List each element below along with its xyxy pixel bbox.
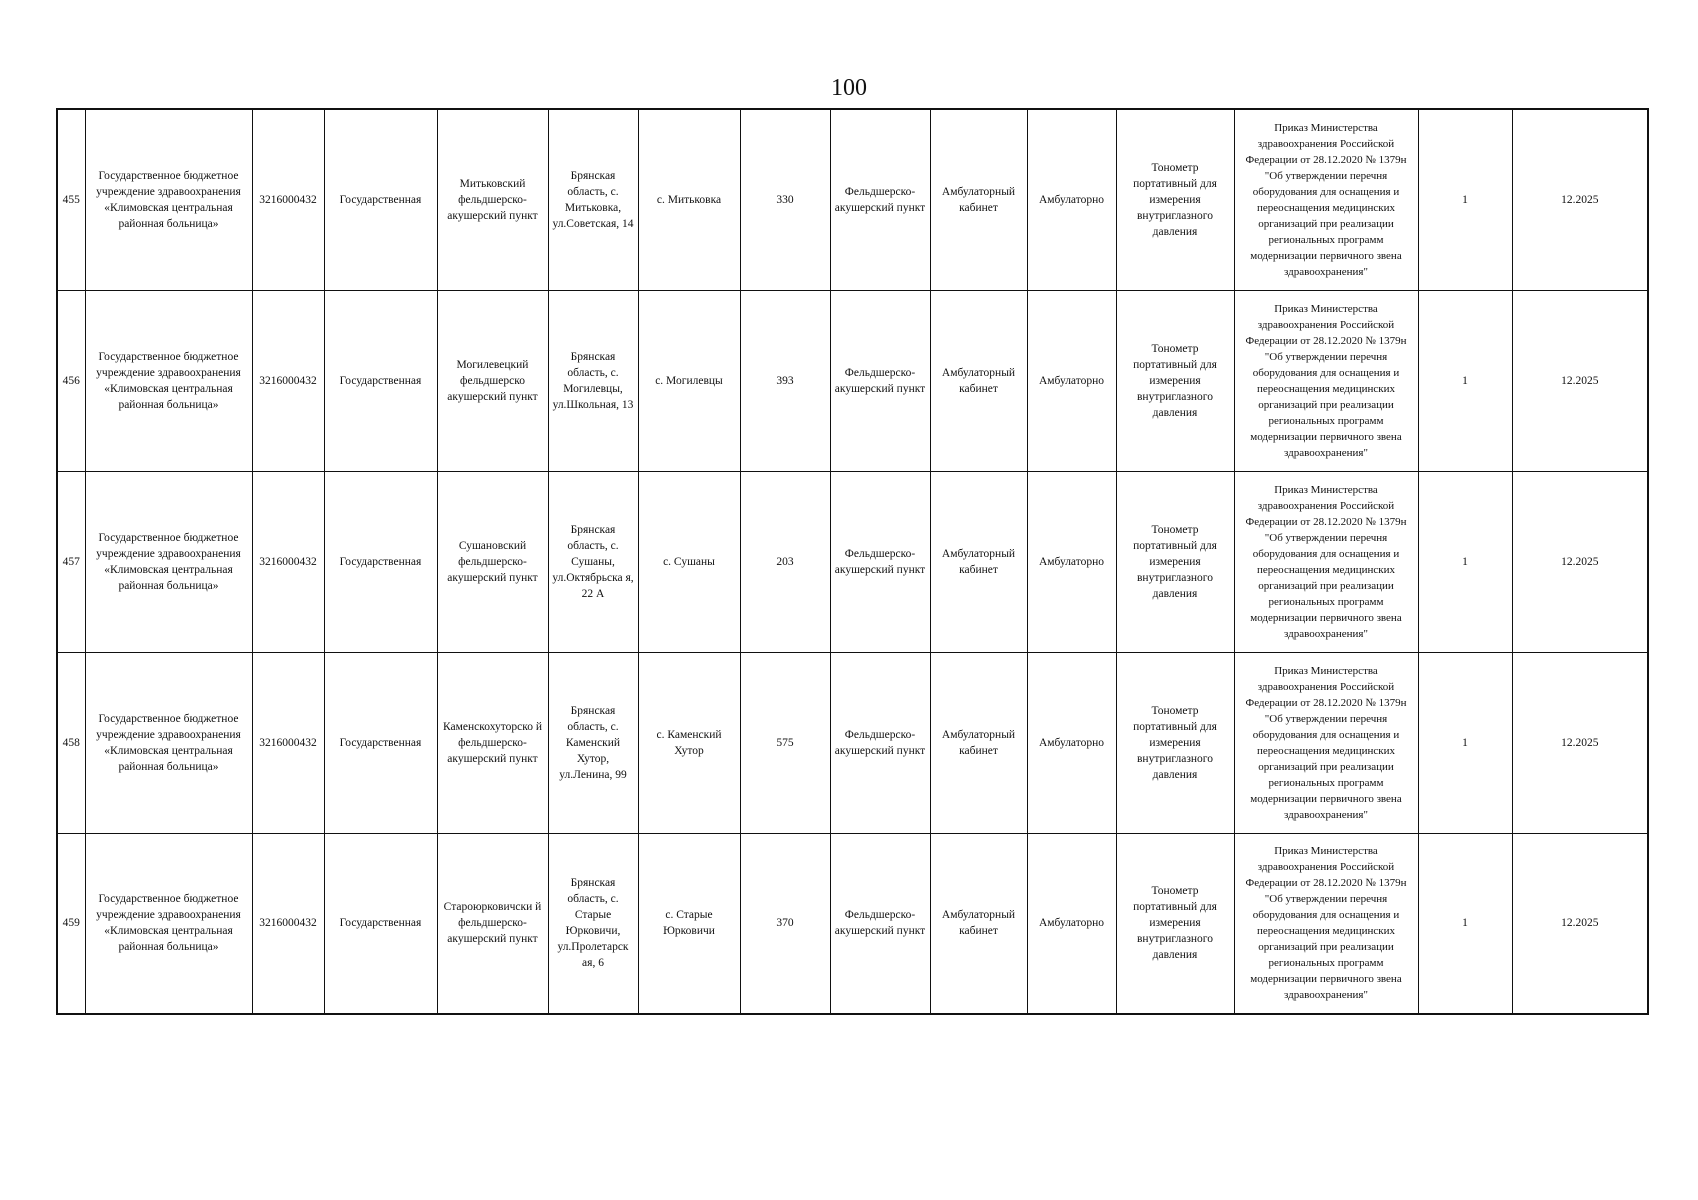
settlement-name: с. Могилевцы: [638, 290, 740, 471]
row-number: 456: [57, 290, 85, 471]
table-row: [57, 290, 1648, 471]
settlement-name: с. Сушаны: [638, 471, 740, 652]
delivery-date: 12.2025: [1512, 833, 1648, 1014]
row-number: 455: [57, 109, 85, 290]
unit-name: Амбулаторный кабинет: [930, 652, 1027, 833]
inn-code: 3216000432: [252, 290, 324, 471]
facility-type: Фельдшерско-акушерский пункт: [830, 471, 930, 652]
equipment-name: Тонометр портативный для измерения внутриглазного давления: [1116, 471, 1234, 652]
facility-type: Фельдшерско-акушерский пункт: [830, 833, 930, 1014]
ownership-form: Государственная: [324, 652, 437, 833]
population-count: 370: [740, 833, 830, 1014]
population-count: 203: [740, 471, 830, 652]
table-row: [57, 471, 1648, 652]
row-number: 459: [57, 833, 85, 1014]
facility-address: Брянская область, с. Каменский Хутор, ул.Ленина, 99: [548, 652, 638, 833]
unit-name: Амбулаторный кабинет: [930, 471, 1027, 652]
inn-code: 3216000432: [252, 833, 324, 1014]
institution-name: Государственное бюджетное учреждение здравоохранения «Климовская центральная районная больница»: [85, 833, 252, 1014]
institution-name: Государственное бюджетное учреждение здравоохранения «Климовская центральная районная больница»: [85, 290, 252, 471]
care-condition: Амбулаторно: [1027, 471, 1116, 652]
inn-code: 3216000432: [252, 109, 324, 290]
equipment-registry-table: [56, 108, 1649, 1015]
regulatory-order: Приказ Министерства здравоохранения Российской Федерации от 28.12.2020 № 1379н "Об утверждении перечня оборудования для оснащения и переоснащения медицинских организаций при реализации региональных программ модернизации первичного звена здравоохранения": [1234, 652, 1418, 833]
table-row: [57, 109, 1648, 290]
page-number: 100: [831, 75, 867, 101]
facility-name: Митьковский фельдшерско-акушерский пункт: [437, 109, 548, 290]
inn-code: 3216000432: [252, 652, 324, 833]
row-number: 457: [57, 471, 85, 652]
settlement-name: с. Митьковка: [638, 109, 740, 290]
care-condition: Амбулаторно: [1027, 652, 1116, 833]
institution-name: Государственное бюджетное учреждение здравоохранения «Климовская центральная районная больница»: [85, 109, 252, 290]
regulatory-order: Приказ Министерства здравоохранения Российской Федерации от 28.12.2020 № 1379н "Об утверждении перечня оборудования для оснащения и переоснащения медицинских организаций при реализации региональных программ модернизации первичного звена здравоохранения": [1234, 833, 1418, 1014]
ownership-form: Государственная: [324, 471, 437, 652]
regulatory-order: Приказ Министерства здравоохранения Российской Федерации от 28.12.2020 № 1379н "Об утверждении перечня оборудования для оснащения и переоснащения медицинских организаций при реализации региональных программ модернизации первичного звена здравоохранения": [1234, 109, 1418, 290]
row-number: 458: [57, 652, 85, 833]
facility-type: Фельдшерско-акушерский пункт: [830, 290, 930, 471]
facility-address: Брянская область, с. Могилевцы, ул.Школьная, 13: [548, 290, 638, 471]
facility-name: Староюрковичски й фельдшерско-акушерский пункт: [437, 833, 548, 1014]
inn-code: 3216000432: [252, 471, 324, 652]
equipment-name: Тонометр портативный для измерения внутриглазного давления: [1116, 290, 1234, 471]
ownership-form: Государственная: [324, 290, 437, 471]
ownership-form: Государственная: [324, 109, 437, 290]
facility-type: Фельдшерско-акушерский пункт: [830, 652, 930, 833]
delivery-date: 12.2025: [1512, 290, 1648, 471]
population-count: 575: [740, 652, 830, 833]
unit-name: Амбулаторный кабинет: [930, 290, 1027, 471]
institution-name: Государственное бюджетное учреждение здравоохранения «Климовская центральная районная больница»: [85, 471, 252, 652]
equipment-quantity: 1: [1418, 471, 1512, 652]
settlement-name: с. Старые Юрковичи: [638, 833, 740, 1014]
institution-name: Государственное бюджетное учреждение здравоохранения «Климовская центральная районная больница»: [85, 652, 252, 833]
regulatory-order: Приказ Министерства здравоохранения Российской Федерации от 28.12.2020 № 1379н "Об утверждении перечня оборудования для оснащения и переоснащения медицинских организаций при реализации региональных программ модернизации первичного звена здравоохранения": [1234, 471, 1418, 652]
unit-name: Амбулаторный кабинет: [930, 833, 1027, 1014]
equipment-name: Тонометр портативный для измерения внутриглазного давления: [1116, 652, 1234, 833]
regulatory-order: Приказ Министерства здравоохранения Российской Федерации от 28.12.2020 № 1379н "Об утверждении перечня оборудования для оснащения и переоснащения медицинских организаций при реализации региональных программ модернизации первичного звена здравоохранения": [1234, 290, 1418, 471]
care-condition: Амбулаторно: [1027, 109, 1116, 290]
facility-address: Брянская область, с. Старые Юрковичи, ул.Пролетарск ая, 6: [548, 833, 638, 1014]
facility-name: Каменскохуторско й фельдшерско-акушерский пункт: [437, 652, 548, 833]
equipment-name: Тонометр портативный для измерения внутриглазного давления: [1116, 109, 1234, 290]
unit-name: Амбулаторный кабинет: [930, 109, 1027, 290]
equipment-quantity: 1: [1418, 833, 1512, 1014]
population-count: 393: [740, 290, 830, 471]
equipment-quantity: 1: [1418, 109, 1512, 290]
equipment-name: Тонометр портативный для измерения внутриглазного давления: [1116, 833, 1234, 1014]
settlement-name: с. Каменский Хутор: [638, 652, 740, 833]
facility-name: Могилевецкий фельдшерско акушерский пункт: [437, 290, 548, 471]
table-row: [57, 652, 1648, 833]
population-count: 330: [740, 109, 830, 290]
delivery-date: 12.2025: [1512, 109, 1648, 290]
facility-address: Брянская область, с. Митьковка, ул.Советская, 14: [548, 109, 638, 290]
table-row: [57, 833, 1648, 1014]
care-condition: Амбулаторно: [1027, 833, 1116, 1014]
facility-address: Брянская область, с. Сушаны, ул.Октябрьска я, 22 А: [548, 471, 638, 652]
delivery-date: 12.2025: [1512, 652, 1648, 833]
facility-type: Фельдшерско-акушерский пункт: [830, 109, 930, 290]
equipment-quantity: 1: [1418, 652, 1512, 833]
ownership-form: Государственная: [324, 833, 437, 1014]
equipment-quantity: 1: [1418, 290, 1512, 471]
delivery-date: 12.2025: [1512, 471, 1648, 652]
facility-name: Сушановский фельдшерско-акушерский пункт: [437, 471, 548, 652]
care-condition: Амбулаторно: [1027, 290, 1116, 471]
